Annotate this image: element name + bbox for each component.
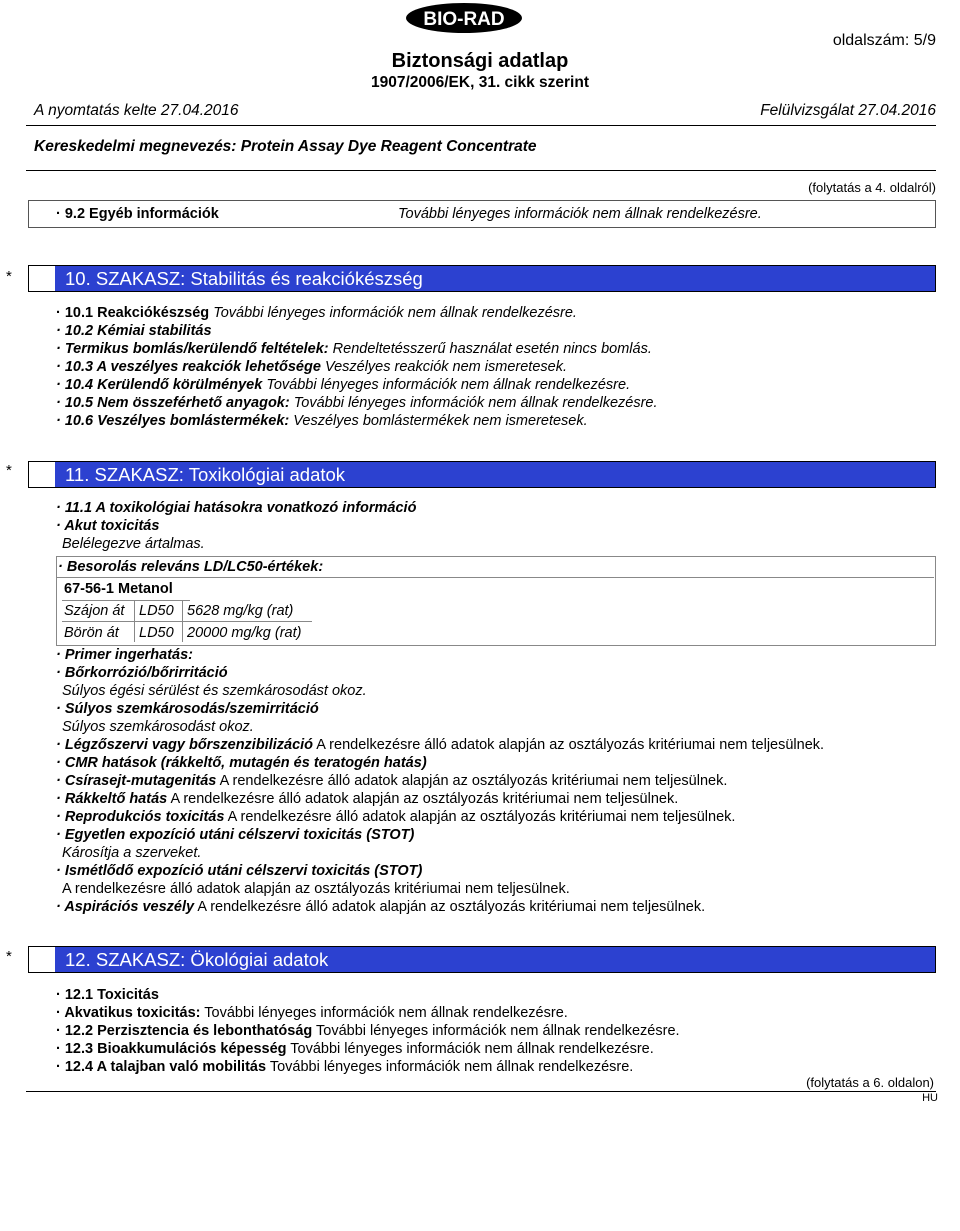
s12-l4-value: További lényeges információk nem állnak rendelkezésre.: [290, 1041, 654, 1057]
section-10-header: [28, 265, 936, 292]
continued-from: (folytatás a 4. oldalról): [808, 180, 936, 195]
s10-l3-label: · Termikus bomlás/kerülendő feltételek:: [56, 341, 329, 357]
s10-l7-value: Veszélyes bomlástermékek nem ismeretesek.: [293, 413, 588, 429]
s11-primer: · Primer ingerhatás:: [56, 647, 193, 663]
s11-star: *: [6, 462, 12, 479]
table-row-1-type: LD50: [139, 603, 174, 619]
document-subtitle: 1907/2006/EK, 31. cikk szerint: [370, 74, 589, 91]
s11-skin-label: · Bőrkorrózió/bőrirritáció: [56, 665, 228, 681]
s10-l3-value: Rendeltetésszerű használat esetén nincs bomlás.: [332, 341, 652, 357]
table-title: · Besorolás releváns LD/LC50-értékek:: [58, 559, 324, 575]
s11-title: 11. SZAKASZ: Toxikológiai adatok: [65, 464, 346, 485]
s11-repro-value: A rendelkezésre álló adatok alapján az osztályozás kritériumai nem teljesülnek.: [227, 809, 736, 825]
s11-skin-value: Súlyos égési sérülést és szemkárosodást okoz.: [62, 683, 367, 699]
s11-resp-value: A rendelkezésre álló adatok alapján az osztályozás kritériumai nem teljesülnek.: [316, 737, 825, 753]
s10-l1-label: · 10.1 Reakciókészség: [56, 305, 210, 321]
trade-divider: [26, 170, 936, 171]
section-11-header: [28, 461, 936, 488]
s9-label: · 9.2 Egyéb információk: [56, 206, 219, 222]
s11-cmr: · CMR hatások (rákkeltő, mutagén és teratogén hatás): [56, 755, 427, 771]
header-divider: [26, 125, 936, 126]
s10-star: *: [6, 268, 12, 285]
s12-l5-label: · 12.4 A talajban való mobilitás: [56, 1059, 267, 1075]
s11-resp-label: · Légzőszervi vagy bőrszenzibilizáció: [56, 737, 314, 753]
document-title: Biztonsági adatlap: [391, 50, 569, 72]
page-number: oldalszám: 5/9: [832, 32, 936, 49]
s11-stot-re-value: A rendelkezésre álló adatok alapján az osztályozás kritériumai nem teljesülnek.: [62, 881, 570, 897]
s11-eye-label: · Súlyos szemkárosodás/szemirritáció: [56, 701, 319, 717]
footer-divider: [26, 1091, 936, 1092]
s11-l2: · Akut toxicitás: [56, 518, 160, 534]
s12-l5-value: További lényeges információk nem állnak rendelkezésre.: [269, 1059, 634, 1075]
table-row-2-value: 20000 mg/kg (rat): [187, 625, 302, 641]
bio-rad-logo: [405, 2, 523, 34]
continued-to: (folytatás a 6. oldalon): [806, 1075, 934, 1090]
substance: 67-56-1 Metanol: [64, 581, 173, 597]
s12-l1: · 12.1 Toxicitás: [56, 987, 159, 1003]
s11-l3: Belélegezve ártalmas.: [62, 536, 205, 552]
s11-asp-value: A rendelkezésre álló adatok alapján az osztályozás kritériumai nem teljesülnek.: [197, 899, 706, 915]
s12-title: 12. SZAKASZ: Ökológiai adatok: [65, 949, 329, 970]
s11-stot-se-label: · Egyetlen expozíció utáni célszervi toxicitás (STOT): [56, 827, 415, 843]
s12-l3-value: További lényeges információk nem állnak rendelkezésre.: [316, 1023, 680, 1039]
s10-l6-value: További lényeges információk nem állnak rendelkezésre.: [293, 395, 658, 411]
s12-l4-label: · 12.3 Bioakkumulációs képesség: [56, 1041, 287, 1057]
s10-l1-value: További lényeges információk nem állnak rendelkezésre.: [213, 305, 577, 321]
s11-germ-label: · Csírasejt-mutagenitás: [56, 773, 217, 789]
s12-l2-value: További lényeges információk nem állnak rendelkezésre.: [204, 1005, 568, 1021]
s11-stot-se-value: Károsítja a szerveket.: [62, 845, 202, 861]
table-row-2-route: Börön át: [64, 625, 119, 641]
table-row-1-value: 5628 mg/kg (rat): [187, 603, 294, 619]
trade-name: Kereskedelmi megnevezés: Protein Assay Dye Reagent Concentrate: [34, 138, 537, 155]
s9-value: További lényeges információk nem állnak rendelkezésre.: [398, 206, 762, 222]
s10-title: 10. SZAKASZ: Stabilitás és reakciókészség: [65, 268, 423, 289]
s12-l3-label: · 12.2 Perzisztencia és lebonthatóság: [56, 1023, 313, 1039]
s10-l4-value: Veszélyes reakciók nem ismeretesek.: [324, 359, 567, 375]
s10-l7-label: · 10.6 Veszélyes bomlástermékek:: [56, 413, 290, 429]
table-row-1-route: Szájon át: [64, 603, 125, 619]
section-12-header: [28, 946, 936, 973]
s11-l1: · 11.1 A toxikológiai hatásokra vonatkozó információ: [56, 500, 417, 516]
s10-l5-value: További lényeges információk nem állnak rendelkezésre.: [266, 377, 631, 393]
s11-carc-value: A rendelkezésre álló adatok alapján az osztályozás kritériumai nem teljesülnek.: [170, 791, 679, 807]
s10-l2-label: · 10.2 Kémiai stabilitás: [56, 323, 212, 339]
revision-date: Felülvizsgálat 27.04.2016: [760, 102, 936, 119]
language-code: HU: [922, 1092, 938, 1104]
s10-l5-label: · 10.4 Kerülendő körülmények: [56, 377, 263, 393]
s11-carc-label: · Rákkeltő hatás: [56, 791, 168, 807]
s11-stot-re-label: · Ismétlődő expozíció utáni célszervi toxicitás (STOT): [56, 863, 423, 879]
s10-l4-label: · 10.3 A veszélyes reakciók lehetősége: [56, 359, 321, 375]
s11-repro-label: · Reprodukciós toxicitás: [56, 809, 225, 825]
print-date: A nyomtatás kelte 27.04.2016: [34, 102, 239, 119]
s11-eye-value: Súlyos szemkárosodást okoz.: [62, 719, 254, 735]
s11-germ-value: A rendelkezésre álló adatok alapján az osztályozás kritériumai nem teljesülnek.: [219, 773, 728, 789]
s10-l6-label: · 10.5 Nem összeférhető anyagok:: [56, 395, 290, 411]
s12-l2-label: · Akvatikus toxicitás:: [56, 1005, 201, 1021]
s11-asp-label: · Aspirációs veszély: [56, 899, 195, 915]
table-row-2-type: LD50: [139, 625, 174, 641]
logo-text: BIO-RAD: [423, 9, 505, 30]
s12-star: *: [6, 948, 12, 965]
